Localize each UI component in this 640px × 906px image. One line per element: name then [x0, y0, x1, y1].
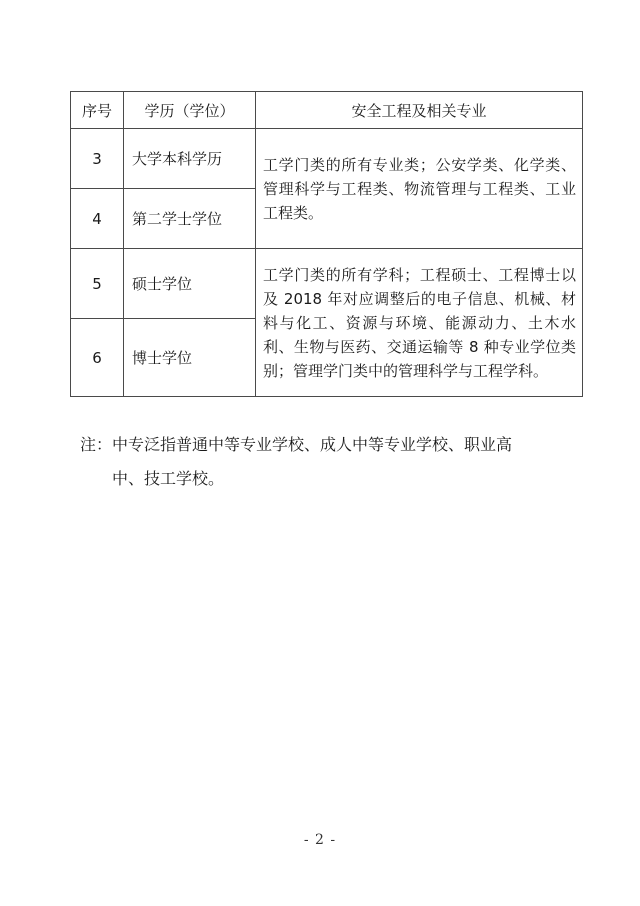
row-degree: 第二学士学位 — [124, 189, 256, 249]
majors-group-undergrad: 工学门类的所有专业类；公安学类、化学类、管理科学与工程类、物流管理与工程类、工业工程类。 — [256, 129, 583, 249]
majors-group-graduate: 工学门类的所有学科；工程硕士、工程博士以及 2018 年对应调整后的电子信息、机械、材料与化工、资源与环境、能源动力、土木水利、生物与医药、交通运输等 8 种专业学位类别；管理学门类中的管理科学与工程学科。 — [256, 249, 583, 397]
row-index: 3 — [71, 129, 124, 189]
footnote-line-2: 中、技工学校。 — [112, 469, 225, 488]
header-majors: 安全工程及相关专业 — [256, 92, 583, 129]
row-index: 6 — [71, 319, 124, 397]
footnote — [80, 428, 570, 496]
footnote-line-1: 注：中专泛指普通中等专业学校、成人中等专业学校、职业高 — [80, 435, 513, 454]
row-index: 5 — [71, 249, 124, 319]
row-index: 4 — [71, 189, 124, 249]
row-degree: 博士学位 — [124, 319, 256, 397]
row-degree: 硕士学位 — [124, 249, 256, 319]
page-number: - 2 - — [303, 832, 337, 848]
majors-table — [70, 91, 583, 397]
table-header-row — [71, 92, 583, 129]
table-row — [71, 249, 583, 319]
table-row — [71, 129, 583, 189]
header-index: 序号 — [71, 92, 124, 129]
header-degree: 学历（学位） — [124, 92, 256, 129]
row-degree: 大学本科学历 — [124, 129, 256, 189]
